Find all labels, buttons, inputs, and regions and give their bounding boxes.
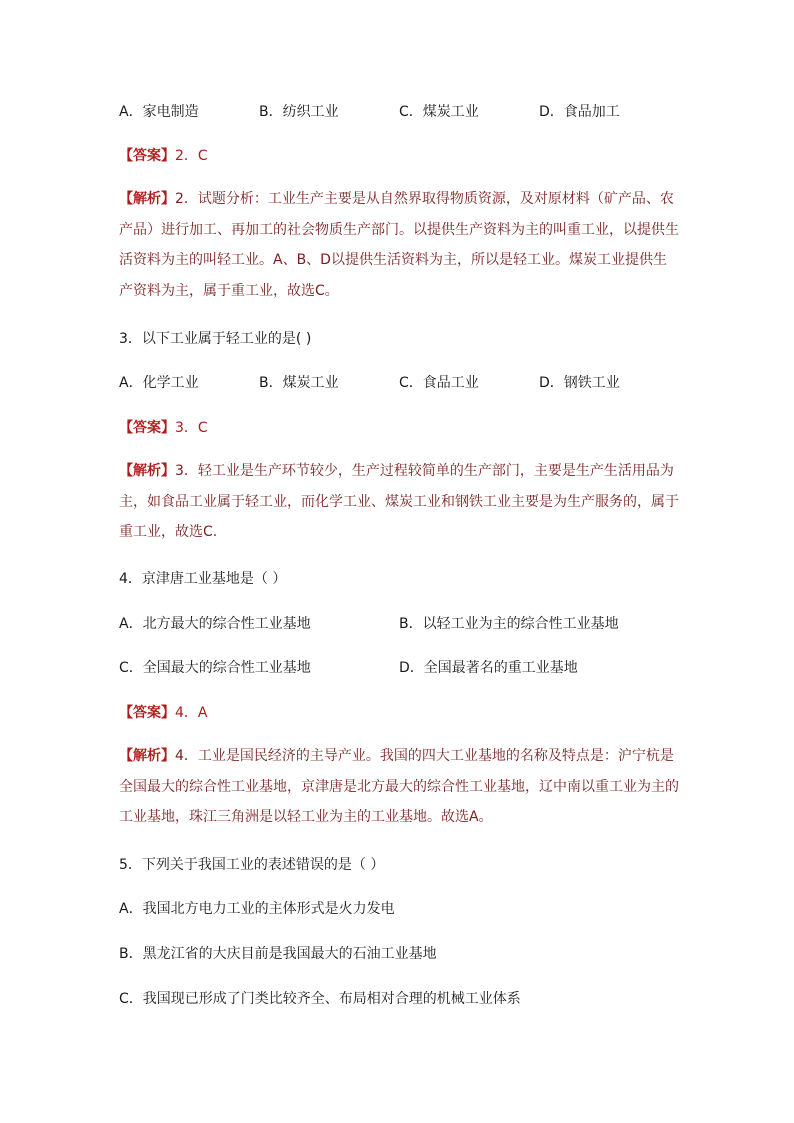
analysis-text: 4．工业是国民经济的主导产业。我国的四大工业基地的名称及特点是：沪宁杭是全国最大的综合性工业基地，京津唐是北方最大的综合性工业基地，辽中南以重工业为主的工业基地，珠江三角洲是以轻工业为主的工业基地。故选A。: [119, 748, 679, 825]
q4-option-b: B．以轻工业为主的综合性工业基地: [399, 616, 619, 632]
q3-option-d: D．钢铁工业: [539, 375, 620, 391]
q3-option-a: A．化学工业: [119, 375, 199, 391]
q2-analysis: [119, 184, 679, 306]
answer-value: 2．C: [175, 148, 208, 164]
q4-answer: [119, 703, 207, 723]
answer-value: 3．C: [175, 420, 208, 436]
analysis-text: 3．轻工业是生产环节较少，生产过程较简单的生产部门，主要是生产生活用品为主，如食品工业属于轻工业，而化学工业、煤炭工业和钢铁工业主要是为生产服务的，属于重工业，故选C.: [119, 463, 679, 540]
q5-option-b: B．黑龙江省的大庆目前是我国最大的石油工业基地: [119, 946, 437, 962]
q2-option-c: C．煤炭工业: [399, 104, 479, 120]
q3-analysis: [119, 456, 679, 548]
q3-stem: 3．以下工业属于轻工业的是( ): [119, 331, 312, 347]
q4-analysis: [119, 741, 679, 833]
q5-stem: 5．下列关于我国工业的表述错误的是（ ）: [119, 857, 385, 873]
q3-option-b: B．煤炭工业: [259, 375, 339, 391]
analysis-label: 【解析】: [119, 191, 175, 207]
q4-option-a: A．北方最大的综合性工业基地: [119, 616, 311, 632]
q2-option-d: D．食品加工: [539, 104, 620, 120]
q5-option-c: C．我国现已形成了门类比较齐全、布局相对合理的机械工业体系: [119, 991, 521, 1007]
q4-option-d: D．全国最著名的重工业基地: [399, 660, 578, 676]
q3-answer: [119, 418, 208, 438]
answer-label: 【答案】: [119, 705, 175, 721]
answer-label: 【答案】: [119, 420, 175, 436]
q2-answer: [119, 146, 208, 166]
q4-stem: 4．京津唐工业基地是（ ）: [119, 571, 287, 587]
analysis-text: 2．试题分析：工业生产主要是从自然界取得物质资源，及对原材料（矿产品、农产品）进行加工、再加工的社会物质生产部门。以提供生产资料为主的叫重工业，以提供生活资料为主的叫轻工业。A、B、D以提供生活资料为主，所以是轻工业。煤炭工业提供生产资料为主，属于重工业，故选C。: [119, 191, 679, 299]
q2-option-a: A．家电制造: [119, 104, 199, 120]
analysis-label: 【解析】: [119, 748, 175, 764]
analysis-label: 【解析】: [119, 463, 175, 479]
q5-option-a: A．我国北方电力工业的主体形式是火力发电: [119, 901, 395, 917]
answer-label: 【答案】: [119, 148, 175, 164]
answer-value: 4．A: [175, 705, 208, 721]
q3-option-c: C．食品工业: [399, 375, 479, 391]
q2-option-b: B．纺织工业: [259, 104, 339, 120]
q4-option-c: C．全国最大的综合性工业基地: [119, 660, 311, 676]
